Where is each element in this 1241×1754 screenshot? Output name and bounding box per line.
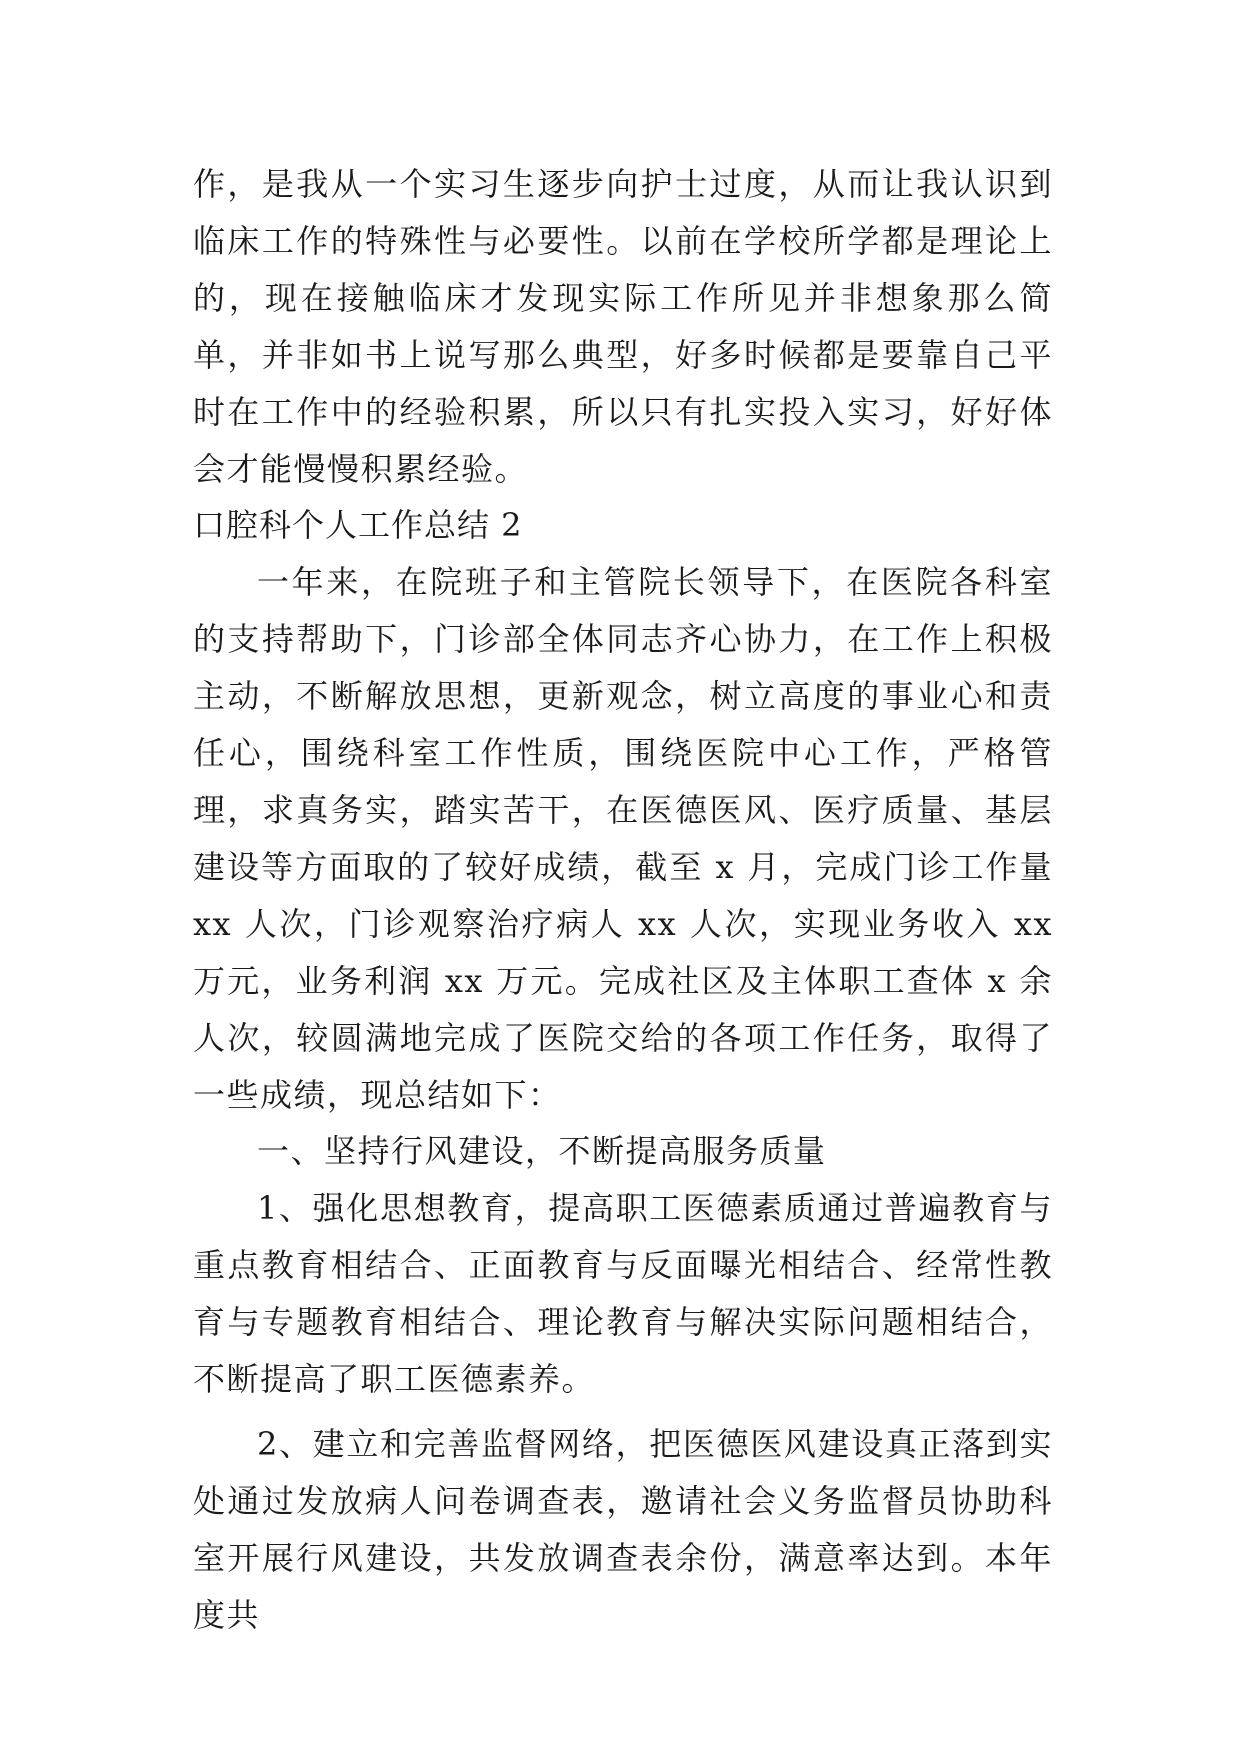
document-body: [193, 156, 1053, 1644]
paragraph-intro: 一年来，在院班子和主管院长领导下，在医院各科室的支持帮助下，门诊部全体同志齐心协力，在工作上积极主动，不断解放思想，更新观念，树立高度的事业心和责任心，围绕科室工作性质，围绕医院中心工作，严格管理，求真务实，踏实苦干，在医德医风、医疗质量、基层建设等方面取的了较好成绩，截至 x 月，完成门诊工作量 xx 人次，门诊观察治疗病人 xx 人次，实现业务收入 xx 万元，业务利润 xx 万元。完成社区及主体职工查体 x 余人次，较圆满地完成了医院交给的各项工作任务，取得了一些成绩，现总结如下：: [193, 563, 1053, 1114]
continuation-paragraph: 作，是我从一个实习生逐步向护士过度，从而让我认识到临床工作的特殊性与必要性。以前在学校所学都是理论上的，现在接触临床才发现实际工作所见并非想象那么简单，并非如书上说写那么典型，好多时候都是要靠自己平时在工作中的经验积累，所以只有扎实投入实习，好好体会才能慢慢积累经验。: [193, 165, 1053, 488]
paragraph-heading-1: 一、坚持行风建设，不断提高服务质量: [257, 1132, 827, 1171]
section-title: 口腔科个人工作总结 2: [193, 506, 523, 545]
paragraph-item-2: 2、建立和完善监督网络，把医德医风建设真正落到实处通过发放病人问卷调查表，邀请社会义务监督员协助科室开展行风建设，共发放调查表余份，满意率达到。本年度共: [193, 1424, 1053, 1634]
paragraph-item-1: 1、强化思想教育，提高职工医德素质通过普遍教育与重点教育相结合、正面教育与反面曝光相结合、经常性教育与专题教育相结合、理论教育与解决实际问题相结合，不断提高了职工医德素养。: [193, 1189, 1053, 1399]
